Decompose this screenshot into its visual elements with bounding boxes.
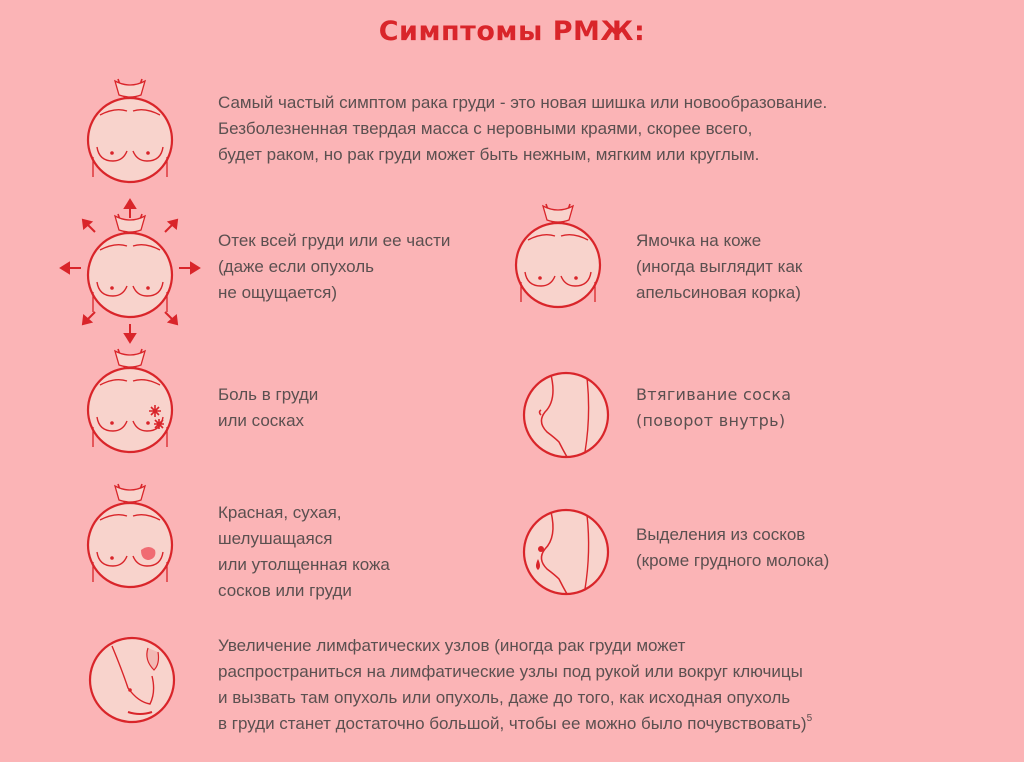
skin-dimple-icon (503, 210, 613, 320)
breast-swelling-icon (75, 220, 185, 330)
symptom-line: (кроме грудного молока) (636, 551, 830, 570)
symptom-pain-text (218, 382, 318, 434)
symptom-line: Втягивание соска (636, 385, 792, 404)
symptom-line: будет раком, но рак груди может быть нежным, мягким или круглым. (218, 145, 760, 164)
page-title: Симптомы РМЖ: (378, 16, 646, 47)
symptom-line: сосков или груди (218, 581, 352, 600)
symptom-swelling-text (218, 228, 450, 306)
symptom-line: и вызвать там опухоль или опухоль, даже до того, как исходная опухоль (218, 688, 791, 707)
symptom-line: в груди станет достаточно большой, чтобы ее можно было почувствовать) (218, 714, 807, 733)
symptom-lymph-text (218, 633, 812, 737)
symptom-discharge-text (636, 522, 829, 574)
symptom-line: Безболезненная твердая масса с неровными краями, скорее всего, (218, 119, 753, 138)
symptom-line: Самый частый симптом рака груди - это новая шишка или новообразование. (218, 93, 828, 112)
symptom-line: Красная, сухая, (218, 503, 342, 522)
symptom-line: шелушащаяся (218, 529, 333, 548)
symptom-line: апельсиновая корка) (636, 283, 801, 302)
symptom-line: Ямочка на коже (636, 231, 762, 250)
footnote-marker: 5 (806, 713, 813, 724)
symptom-line: (даже если опухоль (218, 257, 375, 276)
nipple-retraction-icon (511, 360, 621, 470)
nipple-discharge-icon (511, 497, 621, 607)
symptom-line: Увеличение лимфатических узлов (иногда рак груди может (218, 636, 686, 655)
breast-pain-icon (75, 355, 185, 465)
symptom-dimple-text (636, 228, 802, 306)
symptom-line-with-footnote (218, 711, 812, 737)
symptom-line: Отек всей груди или ее части (218, 231, 451, 250)
symptom-line: не ощущается) (218, 283, 337, 302)
lymph-nodes-icon (82, 630, 192, 740)
symptom-line: или сосках (218, 411, 305, 430)
symptom-line: распространиться на лимфатические узлы под рукой или вокруг ключицы (218, 662, 803, 681)
symptom-red-skin-text (218, 500, 390, 604)
breast-lump-icon (75, 85, 185, 195)
red-skin-icon (75, 490, 185, 600)
symptom-lump-text (218, 90, 827, 168)
symptom-line: или утолщенная кожа (218, 555, 390, 574)
symptom-line: (иногда выглядит как (636, 257, 803, 276)
symptom-retraction-text (636, 382, 791, 434)
symptom-line: (поворот внутрь) (636, 411, 786, 430)
symptom-line: Выделения из сосков (636, 525, 806, 544)
symptom-line: Боль в груди (218, 385, 319, 404)
